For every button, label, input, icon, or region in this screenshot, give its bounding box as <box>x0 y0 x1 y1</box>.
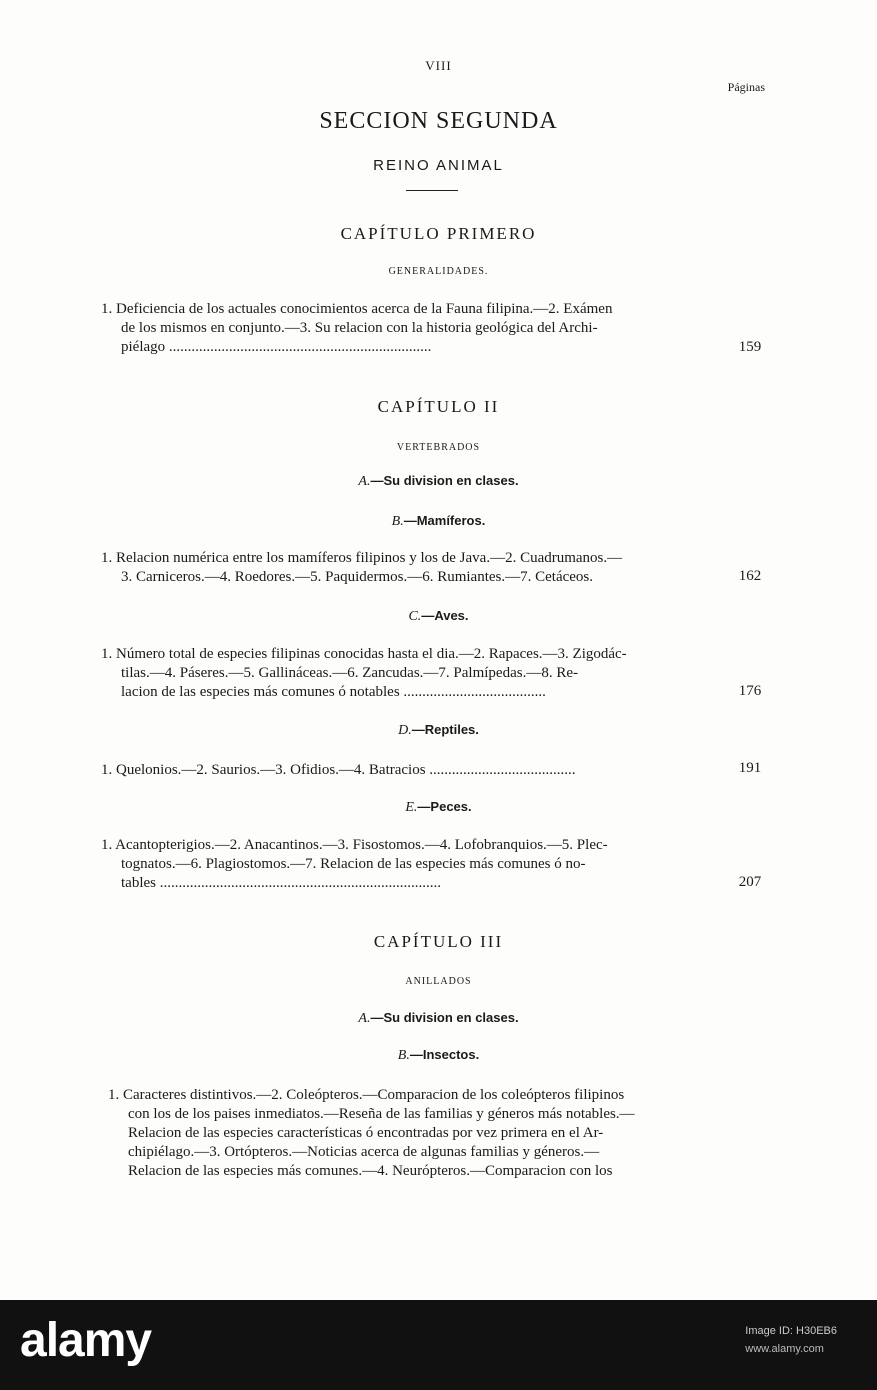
insectos-entry <box>108 1086 720 1181</box>
subsection-name: —Su division en clases. <box>370 1010 519 1025</box>
page-ref: 162 <box>738 568 762 584</box>
brand-logo: alamy <box>20 1314 152 1367</box>
entry-line: 1. Deficiencia de los actuales conocimientos acerca de la Fauna filipina.—2. Exámen <box>101 301 613 317</box>
title-divider <box>406 190 458 191</box>
subsection-heading <box>0 1047 877 1064</box>
section-subtitle: REINO ANIMAL <box>373 157 504 174</box>
subsection-heading <box>0 608 877 625</box>
peces-entry <box>101 836 713 893</box>
chapter-3-topic: ANILLADOS <box>405 976 472 987</box>
aves-entry <box>101 645 713 702</box>
chapter-2-title: CAPÍTULO II <box>377 397 500 416</box>
page-ref: 191 <box>738 760 762 776</box>
entry-line: tables ........................................................................... <box>121 875 441 891</box>
subsection-letter: B. <box>391 514 404 529</box>
chapter-1-entry <box>101 300 713 357</box>
subsection-letter: C. <box>408 609 422 624</box>
entry-line: Relacion de las especies características ó encontradas por vez primera en el Ar- <box>128 1125 604 1141</box>
chapter-1-title: CAPÍTULO PRIMERO <box>340 224 537 243</box>
entry-line: 1. Quelonios.—2. Saurios.—3. Ofidios.—4. Batracios ....................................... <box>101 762 576 778</box>
section-title: SECCION SEGUNDA <box>319 108 558 134</box>
entry-line: piélago ...................................................................... <box>121 339 432 355</box>
page-ref: 207 <box>738 874 762 890</box>
entry-line: 1. Caracteres distintivos.—2. Coleópteros.—Comparacion de los coleópteros filipinos <box>108 1087 625 1103</box>
entry-line: tilas.—4. Páseres.—5. Gallináceas.—6. Zancudas.—7. Palmípedas.—8. Re- <box>121 665 578 681</box>
entry-line: lacion de las especies más comunes ó notables ...................................... <box>121 684 546 700</box>
subsection-name: —Aves. <box>421 608 469 623</box>
paginas-label: Páginas <box>727 80 765 94</box>
page-ref: 159 <box>738 339 762 355</box>
reptiles-entry <box>101 761 713 780</box>
image-id-block <box>745 1325 837 1355</box>
subsection-name: —Mamíferos. <box>403 513 486 528</box>
chapter-1-topic: GENERALIDADES. <box>388 266 489 277</box>
subsection-heading <box>0 513 877 530</box>
entry-line: 1. Relacion numérica entre los mamíferos filipinos y los de Java.—2. Cuadrumanos.— <box>101 550 623 566</box>
subsection-heading <box>0 722 877 739</box>
site-url: www.alamy.com <box>745 1343 824 1355</box>
subsection-name: —Insectos. <box>409 1047 480 1062</box>
subsection-letter: A. <box>358 474 371 489</box>
page-number-roman: VIII <box>425 58 452 73</box>
subsection-heading <box>0 799 877 816</box>
mamiferos-entry <box>101 549 713 587</box>
subsection-name: —Peces. <box>417 799 472 814</box>
entry-line: con los de los paises inmediatos.—Reseña de las familias y géneros más notables.— <box>128 1106 635 1122</box>
subsection-name: —Su division en clases. <box>370 473 519 488</box>
entry-line: 1. Acantopterigios.—2. Anacantinos.—3. Fisostomos.—4. Lofobranquios.—5. Plec- <box>101 837 608 853</box>
chapter-3-title: CAPÍTULO III <box>373 932 504 951</box>
subsection-letter: A. <box>358 1011 371 1026</box>
entry-line: tognatos.—6. Plagiostomos.—7. Relacion de las especies más comunes ó no- <box>121 856 586 872</box>
subsection-letter: E. <box>405 800 418 815</box>
entry-line: Relacion de las especies más comunes.—4. Neurópteros.—Comparacion con los <box>128 1163 613 1179</box>
subsection-heading <box>0 473 877 490</box>
entry-line: chipiélago.—3. Ortópteros.—Noticias acerca de algunas familias y géneros.— <box>128 1144 600 1160</box>
subsection-letter: D. <box>398 723 412 738</box>
entry-line: 3. Carniceros.—4. Roedores.—5. Paquidermos.—6. Rumiantes.—7. Cetáceos. <box>121 569 594 585</box>
subsection-name: —Reptiles. <box>411 722 479 737</box>
entry-line: 1. Número total de especies filipinas conocidas hasta el dia.—2. Rapaces.—3. Zigodác- <box>101 646 627 662</box>
entry-line: de los mismos en conjunto.—3. Su relacion con la historia geológica del Archi- <box>121 320 598 336</box>
chapter-2-topic: VERTEBRADOS <box>396 442 481 453</box>
page-ref: 176 <box>738 683 762 699</box>
image-id: Image ID: H30EB6 <box>745 1325 837 1337</box>
subsection-letter: B. <box>397 1048 410 1063</box>
subsection-heading <box>0 1010 877 1027</box>
